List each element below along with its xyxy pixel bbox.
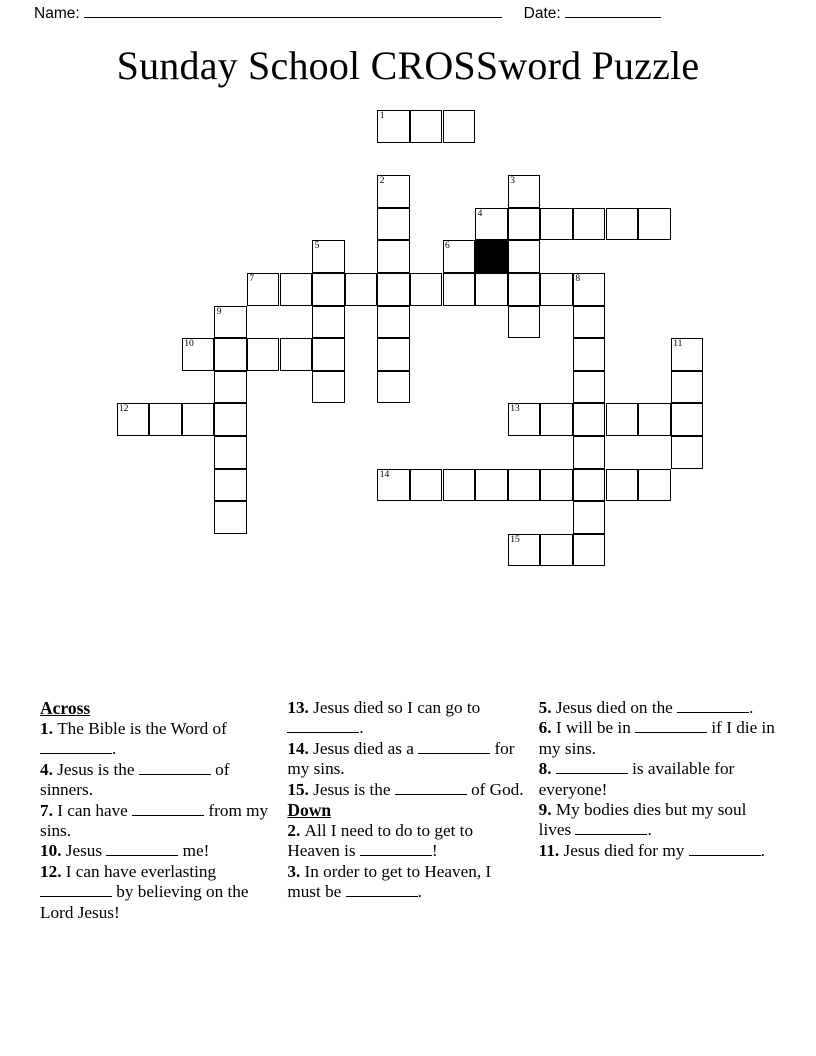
clue-item — [539, 841, 776, 861]
clue-item — [539, 759, 776, 800]
clue-text: Jesus is the — [313, 779, 395, 799]
clue-item — [40, 760, 277, 801]
grid-cell[interactable] — [606, 403, 639, 436]
clue-number: 1. — [40, 719, 58, 738]
clue-column-3 — [539, 698, 776, 861]
grid-cell[interactable] — [182, 338, 215, 371]
grid-cell[interactable] — [117, 403, 150, 436]
grid-cell[interactable] — [573, 469, 606, 502]
grid-cell[interactable] — [214, 306, 247, 339]
grid-cell[interactable] — [573, 208, 606, 241]
clue-number: 8. — [538, 759, 556, 779]
clue-text: All I need to do to get to Heaven is — [287, 821, 474, 861]
clue-item — [287, 780, 528, 800]
clue-answer-blank[interactable] — [139, 762, 211, 775]
clue-text: Jesus — [65, 841, 107, 861]
grid-cell[interactable] — [671, 436, 704, 469]
grid-cell-number: 11 — [673, 339, 683, 350]
grid-cell[interactable] — [410, 469, 443, 502]
clue-answer-blank[interactable] — [677, 700, 749, 713]
clue-column-1 — [40, 698, 287, 923]
grid-cell-number: 4 — [477, 208, 483, 219]
grid-cell-number: 10 — [184, 339, 194, 350]
clue-item — [40, 841, 277, 861]
grid-cell[interactable] — [443, 469, 476, 502]
name-label: Name: — [34, 5, 80, 22]
grid-cell[interactable] — [214, 469, 247, 502]
grid-cell-number: 8 — [575, 274, 581, 284]
grid-cell[interactable] — [671, 371, 704, 404]
grid-cell[interactable] — [573, 534, 606, 567]
grid-cell-number: 7 — [249, 274, 255, 284]
clue-text: is available for everyone! — [538, 759, 735, 799]
clue-number: 2. — [287, 821, 305, 841]
grid-cell-number: 13 — [510, 404, 520, 415]
clue-text: Jesus died for my — [563, 840, 689, 860]
clue-answer-blank[interactable] — [418, 741, 490, 754]
grid-cell[interactable] — [443, 110, 476, 143]
clue-text: . — [112, 739, 117, 759]
grid-cell[interactable] — [443, 273, 476, 306]
clue-answer-blank[interactable] — [395, 782, 467, 795]
grid-cell-number: 9 — [216, 306, 222, 317]
clue-text: Jesus died as a — [313, 738, 419, 758]
grid-cell[interactable] — [508, 534, 541, 567]
grid-cell[interactable] — [540, 403, 573, 436]
grid-cell[interactable] — [540, 469, 573, 502]
grid-cell[interactable] — [443, 240, 476, 273]
grid-cell[interactable] — [573, 501, 606, 534]
clue-number: 3. — [287, 861, 305, 881]
clue-text: for my sins. — [287, 738, 515, 779]
grid-cell[interactable] — [573, 436, 606, 469]
grid-cell[interactable] — [573, 306, 606, 339]
grid-cell[interactable] — [377, 371, 410, 404]
grid-cell[interactable] — [312, 240, 345, 273]
grid-cell-number: 2 — [379, 176, 385, 187]
clue-answer-blank[interactable] — [689, 843, 761, 856]
grid-cell[interactable] — [606, 208, 639, 241]
clue-number: 4. — [40, 759, 58, 779]
clue-answer-blank[interactable] — [106, 843, 178, 856]
grid-cell[interactable] — [377, 240, 410, 273]
clue-text: Jesus died so I can go to — [313, 698, 481, 717]
grid-cell[interactable] — [182, 403, 215, 436]
clue-item — [539, 718, 776, 759]
clue-item — [40, 862, 277, 923]
grid-cell[interactable] — [508, 403, 541, 436]
grid-cell[interactable] — [638, 403, 671, 436]
grid-cell[interactable] — [508, 306, 541, 339]
grid-cell[interactable] — [312, 273, 345, 306]
grid-cell[interactable] — [508, 273, 541, 306]
clue-text: of God. — [466, 779, 524, 799]
clue-number: 5. — [538, 698, 556, 717]
grid-cell-number: 15 — [510, 534, 520, 545]
grid-cell[interactable] — [540, 534, 573, 567]
clue-item — [287, 698, 528, 739]
grid-cell-number: 3 — [510, 176, 515, 187]
clue-answer-blank[interactable] — [40, 741, 112, 754]
grid-cell[interactable] — [410, 273, 443, 306]
across-heading: Across — [40, 698, 91, 718]
grid-cell[interactable] — [280, 273, 313, 306]
grid-cell[interactable] — [377, 208, 410, 241]
grid-cell[interactable] — [508, 240, 541, 273]
clue-answer-blank[interactable] — [132, 803, 204, 816]
grid-cell[interactable] — [214, 338, 247, 371]
grid-cell[interactable] — [377, 469, 410, 502]
grid-cell[interactable] — [312, 371, 345, 404]
clue-item — [287, 739, 528, 780]
clue-text: of sinners. — [40, 759, 230, 800]
grid-cell[interactable] — [377, 273, 410, 306]
page-title: Sunday School CROSSword Puzzle — [116, 43, 700, 88]
grid-cell[interactable] — [573, 273, 606, 306]
clue-text: if I die in my sins. — [538, 718, 775, 758]
grid-cell[interactable] — [280, 338, 313, 371]
clue-text: Jesus died on the — [555, 698, 678, 717]
clue-answer-blank[interactable] — [575, 822, 647, 835]
grid-cell[interactable] — [671, 338, 704, 371]
clue-text: . — [749, 698, 754, 717]
grid-cell[interactable] — [214, 501, 247, 534]
clue-answer-blank[interactable] — [287, 720, 359, 733]
grid-cell[interactable] — [475, 469, 508, 502]
grid-cell[interactable] — [312, 338, 345, 371]
grid-cell[interactable] — [214, 371, 247, 404]
grid-cell[interactable] — [508, 175, 541, 208]
clue-text: me! — [178, 841, 210, 861]
grid-cell-number: 6 — [445, 241, 450, 252]
grid-cell[interactable] — [214, 403, 247, 436]
clue-number: 6. — [538, 718, 556, 738]
clue-number: 14. — [287, 738, 314, 758]
grid-cell[interactable] — [214, 436, 247, 469]
clue-text: . — [760, 840, 765, 860]
grid-cell-number: 14 — [379, 469, 390, 480]
clue-item — [539, 800, 776, 841]
grid-cell[interactable] — [638, 469, 671, 502]
clue-text: Jesus is the — [57, 759, 139, 779]
clue-item — [40, 719, 277, 760]
grid-cell[interactable] — [606, 469, 639, 502]
grid-cell[interactable] — [573, 338, 606, 371]
clue-text: by believing on the Lord Jesus! — [40, 882, 249, 922]
clue-item — [287, 862, 528, 903]
grid-cell[interactable] — [573, 403, 606, 436]
clue-text: I will be in — [555, 718, 636, 738]
grid-cell-blocked — [475, 240, 508, 273]
clue-answer-blank[interactable] — [556, 761, 628, 774]
grid-cell[interactable] — [508, 469, 541, 502]
grid-cell[interactable] — [508, 208, 541, 241]
clue-answer-blank[interactable] — [40, 884, 112, 897]
clue-answer-blank[interactable] — [360, 843, 432, 856]
clue-text: ! — [431, 841, 438, 861]
grid-cell[interactable] — [247, 273, 280, 306]
grid-cell[interactable] — [540, 208, 573, 241]
grid-cell[interactable] — [410, 110, 443, 143]
clue-number: 13. — [287, 698, 314, 717]
clue-number: 9. — [538, 800, 556, 820]
clue-number: 15. — [287, 779, 314, 799]
clue-text: I can have — [57, 800, 133, 820]
grid-cell[interactable] — [573, 371, 606, 404]
clue-text: My bodies dies but my soul lives — [538, 800, 747, 840]
clues-section — [0, 698, 816, 998]
clue-number: 7. — [40, 800, 58, 820]
clue-item — [287, 821, 528, 862]
clue-answer-blank[interactable] — [635, 720, 707, 733]
clue-number: 10. — [40, 841, 66, 861]
grid-cell-number: 5 — [314, 241, 320, 252]
clue-text: . — [647, 820, 652, 840]
grid-cell[interactable] — [377, 338, 410, 371]
grid-cell[interactable] — [149, 403, 182, 436]
grid-cell[interactable] — [475, 273, 508, 306]
date-label: Date: — [523, 5, 561, 22]
grid-cell[interactable] — [671, 403, 704, 436]
grid-cell[interactable] — [377, 110, 410, 143]
grid-cell[interactable] — [540, 273, 573, 306]
grid-cell-number: 12 — [119, 404, 129, 415]
down-heading: Down — [287, 800, 332, 821]
clue-text: The Bible is the Word of — [57, 719, 227, 738]
grid-cell[interactable] — [345, 273, 378, 306]
grid-cell-number: 1 — [379, 111, 385, 121]
clue-number: 12. — [40, 861, 66, 881]
clue-item — [40, 801, 277, 842]
clue-text: from my sins. — [40, 800, 269, 841]
grid-cell[interactable] — [312, 306, 345, 339]
clue-column-2 — [287, 698, 538, 903]
clue-number: 11. — [538, 840, 564, 860]
clue-text: I can have everlasting — [65, 861, 217, 881]
grid-cell[interactable] — [377, 175, 410, 208]
grid-cell[interactable] — [475, 208, 508, 241]
clue-text: In order to get to Heaven, I must be — [287, 861, 492, 902]
clue-text: . — [417, 882, 422, 902]
clue-item — [539, 698, 776, 718]
clue-answer-blank[interactable] — [346, 884, 418, 897]
clue-text: . — [359, 718, 364, 738]
grid-cell[interactable] — [247, 338, 280, 371]
grid-cell[interactable] — [377, 306, 410, 339]
grid-cell[interactable] — [638, 208, 671, 241]
